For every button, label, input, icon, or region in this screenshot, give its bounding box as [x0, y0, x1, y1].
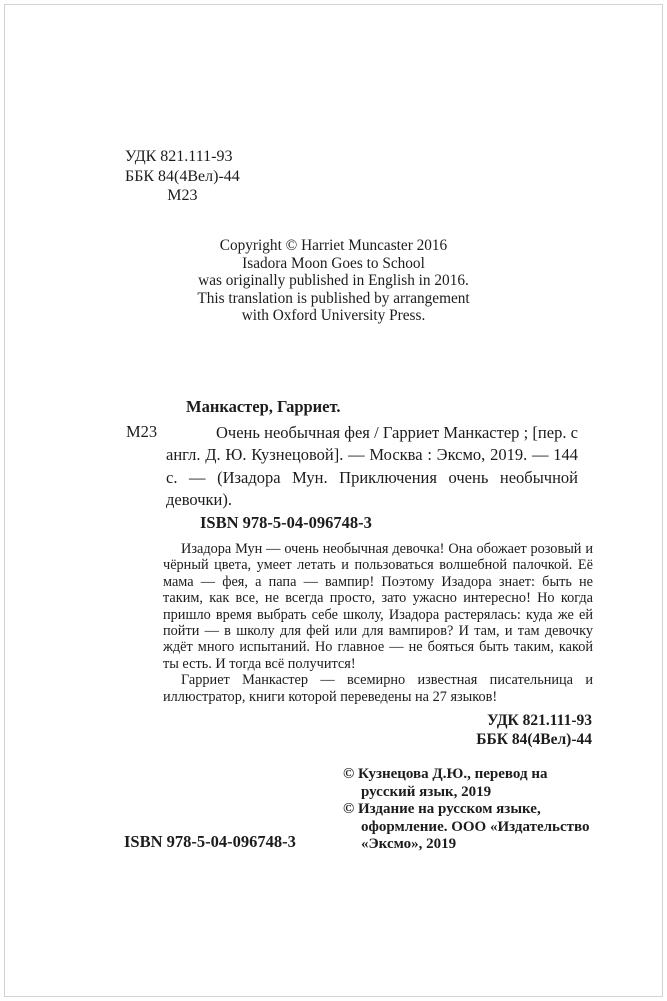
top-classification-codes [125, 147, 240, 206]
copyright-line: This translation is published by arrangement [197, 289, 470, 307]
copyright-edition: © Издание на русском языке, оформление. ООО «Издательство «Эксмо», 2019 [343, 801, 590, 853]
annotation-paragraph: Гарриет Манкастер — всемирно известная писательница и иллюстратор, книги которой переведены на 27 языков! [163, 672, 593, 705]
bbk-code: ББК 84(4Вел)-44 [125, 167, 240, 185]
annotation-paragraph: Изадора Мун — очень необычная девочка! Она обожает розовый и чёрный цвета, умеет летать и пользоваться волшебной палочкой. Её мама — фея, а папа — вампир! Поэтому Изадора знает: быть не таким, как все, не всегда просто, зато ужасно интересно! Но когда пришло время выбрать себе школу, Изадора растерялась: куда же ей пойти — в школу для фей или для вампиров? И там, и там девочку ждёт много испытаний. Но главное — не бояться быть таким, какой ты есть. И тогда всё получится! [163, 541, 593, 672]
bibliographic-entry: Очень необычная фея / Гарриет Манкастер ; [пер. с англ. Д. Ю. Кузнецовой]. — Москва : Эксмо, 2019. — 144 с. — (Изадора Мун. Приключения очень необычной девочки). [166, 423, 578, 510]
author-sign-code: М23 [167, 187, 198, 204]
author-heading: Манкастер, Гарриет. [186, 397, 341, 416]
copyright-line: Isadora Moon Goes to School [242, 254, 425, 272]
margin-author-code: М23 [126, 422, 158, 441]
isbn-catalog: ISBN 978-5-04-096748-3 [200, 513, 372, 532]
bottom-classification-codes [476, 711, 592, 749]
annotation-block [163, 541, 593, 705]
english-copyright-block [0, 237, 667, 325]
copyright-notices [343, 766, 598, 854]
copyright-line: with Oxford University Press. [241, 307, 426, 325]
udk-code: УДК 821.111-93 [125, 148, 233, 165]
copyright-line: was originally published in English in 2016. [198, 272, 469, 290]
isbn-bottom: ISBN 978-5-04-096748-3 [124, 832, 296, 851]
bbk-code-bottom: ББК 84(4Вел)-44 [476, 731, 592, 748]
copyright-translation: © Кузнецова Д.Ю., перевод на русский язык, 2019 [343, 766, 548, 800]
copyright-line: Copyright © Harriet Muncaster 2016 [219, 237, 448, 254]
udk-code-bottom: УДК 821.111-93 [487, 712, 592, 729]
